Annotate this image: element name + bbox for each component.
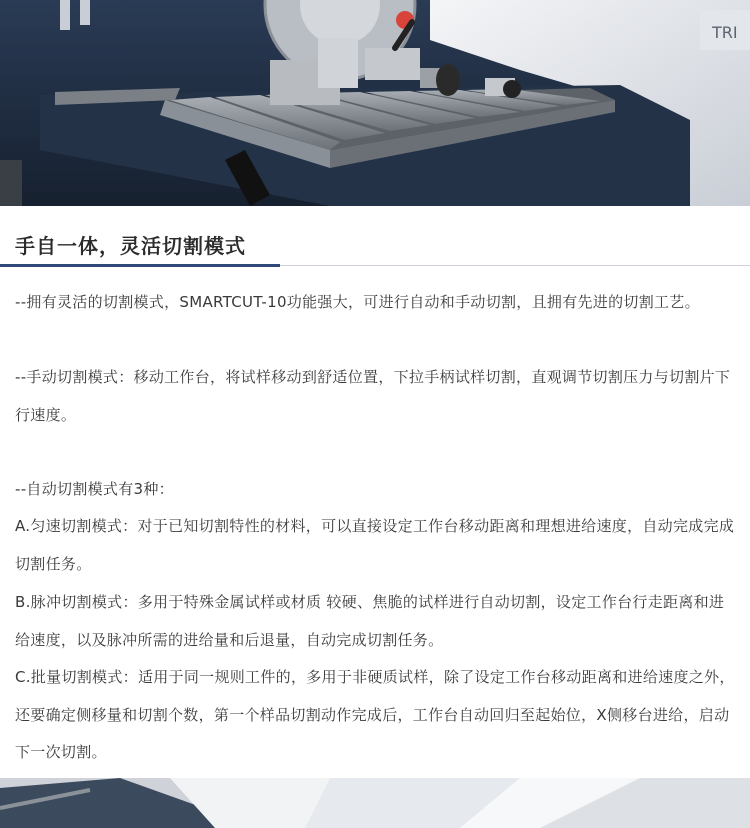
section-title: 手自一体，灵活切割模式	[15, 234, 246, 258]
paragraph-mode-a: A.匀速切割模式：对于已知切割特性的材料，可以直接设定工作台移动距离和理想进给速度，自动完成完成切割任务。	[15, 517, 735, 573]
paragraph-intro: --拥有灵活的切割模式，SMARTCUT-10功能强大，可进行自动和手动切割，且拥有先进的切割工艺。	[15, 293, 700, 311]
section-divider-accent	[0, 264, 280, 267]
product-photo-top	[0, 0, 750, 206]
svg-text:TRI: TRI	[712, 23, 738, 42]
cutting-machine-illustration	[0, 778, 750, 828]
paragraph-mode-b: B.脉冲切割模式：多用于特殊金属试样或材质 较硬、焦脆的试样进行自动切割，设定工作台行走距离和进给速度，以及脉冲所需的进给量和后退量，自动完成切割任务。	[15, 593, 725, 649]
paragraph-mode-c: C.批量切割模式：适用于同一规则工件的，多用于非硬质试样，除了设定工作台移动距离和进给速度之外，还要确定侧移量和切割个数，第一个样品切割动作完成后，工作台自动回归至起始位，X侧移台进给，启动下一次切割。	[15, 668, 735, 761]
product-photo-bottom	[0, 778, 750, 828]
paragraph-auto-modes-heading: --自动切割模式有3种：	[15, 480, 174, 498]
cutting-machine-worktable-illustration	[0, 0, 750, 206]
paragraph-manual-mode: --手动切割模式：移动工作台，将试样移动到舒适位置，下拉手柄试样切割，直观调节切割压力与切割片下行速度。	[15, 368, 731, 424]
